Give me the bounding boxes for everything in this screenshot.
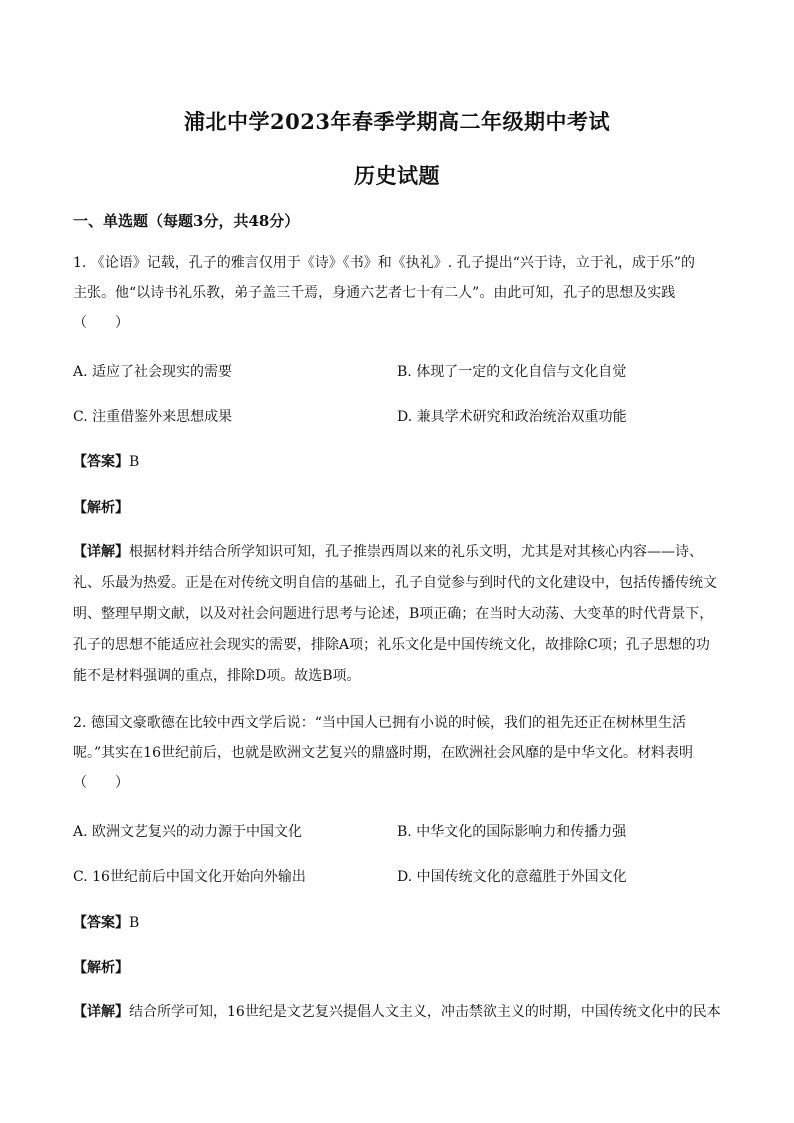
- q1-detail: [73, 537, 721, 692]
- q1-option-b: B. 体现了一定的文化自信与文化自觉: [397, 364, 627, 380]
- q2-stem-line-1: 2. 德国文豪歌德在比较中西文学后说：“当中国人已拥有小说的时候，我们的祖先还正在树林里生活: [73, 715, 686, 731]
- detail-label: 【详解】: [73, 544, 129, 560]
- analysis-label: 【解析】: [73, 960, 129, 976]
- answer-label: 【答案】: [73, 454, 129, 470]
- q1-analysis: [73, 497, 129, 517]
- detail-line: 【详解】根据材料并结合所学知识可知，孔子推崇西周以来的礼乐文明，尤其是对其核心内容——诗、: [73, 544, 703, 560]
- q1-stem-line-2: 主张。他“以诗书礼乐教，弟子盖三千焉，身通六艺者七十有二人”。由此可知，孔子的思想及实践: [73, 285, 676, 301]
- q2-answer: [73, 912, 139, 932]
- answer-value: B: [129, 915, 140, 931]
- q2-detail: [73, 997, 721, 1028]
- q2-analysis: [73, 957, 129, 977]
- q2-option-a: A. 欧洲文艺复兴的动力源于中国文化: [73, 824, 303, 840]
- analysis-label: 【解析】: [73, 500, 129, 516]
- q2-option-c: C. 16世纪前后中国文化开始向外输出: [73, 869, 306, 885]
- q2-stem-line-2: 呢。”其实在16世纪前后，也就是欧洲文艺复兴的鼎盛时期，在欧洲社会风靡的是中华文化。材料表明: [73, 745, 693, 761]
- section-heading: 一、单选题（每题3分，共48分）: [73, 212, 300, 230]
- answer-label: 【答案】: [73, 915, 129, 931]
- detail-line: 【详解】结合所学可知，16世纪是文艺复兴提倡人文主义，冲击禁欲主义的时期，中国传统文化中的民本: [73, 1004, 721, 1020]
- detail-line: 明、整理早期文献，以及对社会问题进行思考与论述，B项正确；在当时大动荡、大变革的时代背景下，: [73, 606, 714, 622]
- q1-answer: [73, 451, 139, 471]
- detail-line: 孔子的思想不能适应社会现实的需要，排除A项；礼乐文化是中国传统文化，故排除C项；孔子思想的功: [73, 637, 710, 653]
- detail-line: 礼、乐最为热爱。正是在对传统文明自信的基础上，孔子自觉参与到时代的文化建设中，包括传播传统文: [73, 575, 717, 591]
- q2-stem-line-3: （ ）: [73, 775, 129, 791]
- q1-option-c: C. 注重借鉴外来思想成果: [73, 409, 233, 425]
- q1-option-a: A. 适应了社会现实的需要: [73, 364, 233, 380]
- q1-stem-line-3: （ ）: [73, 315, 129, 331]
- exam-subtitle: 历史试题: [354, 163, 440, 188]
- answer-value: B: [129, 454, 140, 470]
- detail-line: 能不是材料强调的重点，排除D项。故选B项。: [73, 668, 361, 684]
- q2-option-d: D. 中国传统文化的意蕴胜于外国文化: [397, 869, 627, 885]
- exam-title: 浦北中学2023年春季学期高二年级期中考试: [184, 109, 610, 134]
- detail-label: 【详解】: [73, 1004, 129, 1020]
- q2-option-b: B. 中华文化的国际影响力和传播力强: [397, 824, 627, 840]
- q1-stem-line-1: 1. 《论语》记载，孔子的雅言仅用于《诗》《书》和《执礼》. 孔子提出“兴于诗，立于礼，成于乐”的: [73, 255, 696, 271]
- q1-option-d: D. 兼具学术研究和政治统治双重功能: [397, 409, 627, 425]
